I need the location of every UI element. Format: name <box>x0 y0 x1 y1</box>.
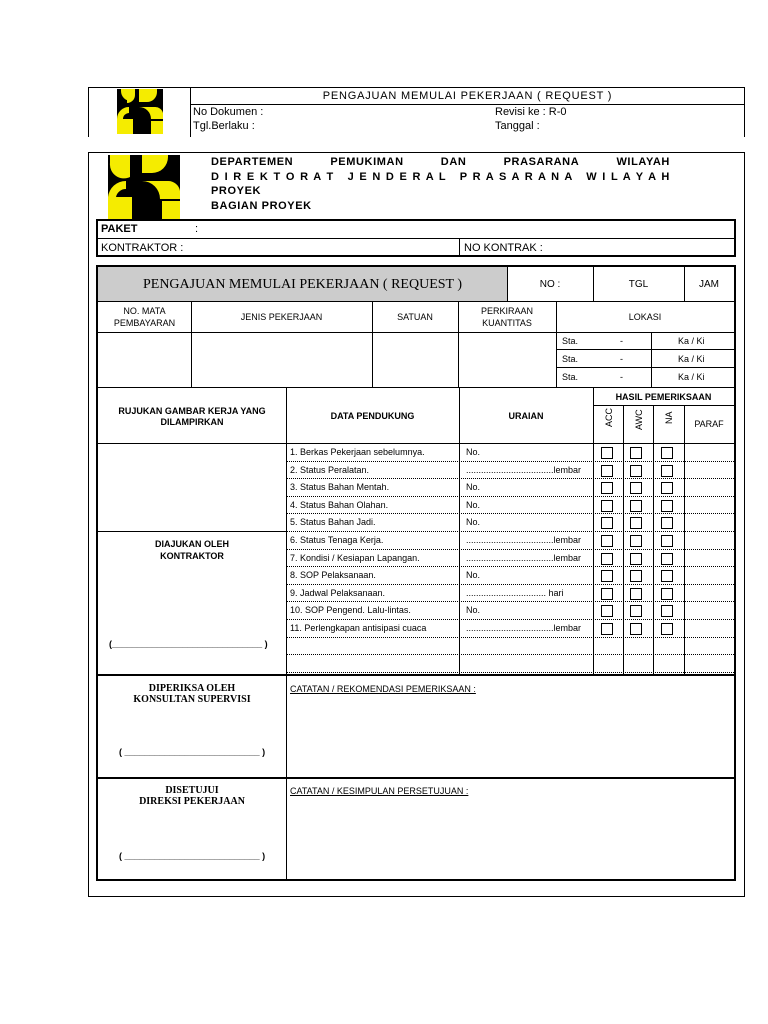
doc-header-title-underline <box>190 104 745 105</box>
sta-dash-2: - <box>620 354 623 364</box>
col-perkiraan-1: PERKIRAAN <box>480 306 533 316</box>
pu-logo-small <box>117 89 163 134</box>
tgl-label: TGL <box>628 279 649 290</box>
awc-checkbox[interactable] <box>630 623 642 635</box>
data-pendukung-header: DATA PENDUKUNG <box>330 411 415 421</box>
item-row-separator <box>286 654 734 655</box>
item-uraian: No. <box>466 447 481 457</box>
sta-dash-3: - <box>620 372 623 382</box>
item-label: 1. Berkas Pekerjaan sebelumnya. <box>290 447 425 457</box>
pekerjaan-header-bottom <box>98 332 734 333</box>
supervisi-bottom <box>98 777 734 779</box>
item-label: 5. Status Bahan Jadi. <box>290 517 376 527</box>
dp-section-bottom <box>98 674 734 676</box>
acc-checkbox[interactable] <box>601 605 613 617</box>
hasil-header-line <box>593 405 734 406</box>
na-header: NA <box>664 411 674 424</box>
sta-2: Sta. <box>562 354 579 364</box>
tanggal-label: Tanggal : <box>495 120 540 132</box>
rujukan-label-1: RUJUKAN GAMBAR KERJA YANG <box>118 406 266 416</box>
acc-checkbox[interactable] <box>601 517 613 529</box>
na-checkbox[interactable] <box>661 517 673 529</box>
awc-checkbox[interactable] <box>630 535 642 547</box>
acc-checkbox[interactable] <box>601 535 613 547</box>
awc-header: AWC <box>634 409 644 430</box>
jam-label: JAM <box>699 279 719 290</box>
col-satuan: SATUAN <box>397 312 433 322</box>
no-label: NO : <box>539 279 561 290</box>
item-uraian: No. <box>466 570 481 580</box>
sta-kaki-3: Ka / Ki <box>678 372 705 382</box>
item-uraian: No. <box>466 500 481 510</box>
info-divider <box>96 238 736 239</box>
awc-checkbox[interactable] <box>630 482 642 494</box>
col-no-mata-1: NO. MATA <box>123 306 166 316</box>
dp-col-acc <box>623 405 624 674</box>
pu-logo-large-art <box>108 155 180 219</box>
item-uraian: ................................ hari <box>466 588 564 598</box>
dp-col-awc <box>653 405 654 674</box>
item-row-separator <box>286 601 734 602</box>
awc-checkbox[interactable] <box>630 588 642 600</box>
na-checkbox[interactable] <box>661 623 673 635</box>
na-checkbox[interactable] <box>661 553 673 565</box>
org-line-4: BAGIAN PROYEK <box>211 200 312 212</box>
col-jenis-pekerjaan: JENIS PEKERJAAN <box>240 312 323 322</box>
col-perkiraan-2: KUANTITAS <box>482 318 532 328</box>
na-checkbox[interactable] <box>661 482 673 494</box>
org-word-departemen: DEPARTEMEN <box>211 156 294 168</box>
acc-checkbox[interactable] <box>601 465 613 477</box>
item-uraian: ...................................lembar <box>466 623 582 633</box>
acc-checkbox[interactable] <box>601 588 613 600</box>
awc-checkbox[interactable] <box>630 553 642 565</box>
revisi-label: Revisi ke : R-0 <box>495 106 567 118</box>
sta-dash-1: - <box>620 336 623 346</box>
diajukan-label-2: KONTRAKTOR <box>160 551 224 561</box>
org-line-1 <box>211 156 670 169</box>
sta-row-line-1 <box>556 349 734 350</box>
item-row-separator <box>286 496 734 497</box>
item-label: 10. SOP Pengend. Lalu-lintas. <box>290 605 411 615</box>
na-checkbox[interactable] <box>661 500 673 512</box>
sta-row-line-2 <box>556 367 734 368</box>
item-label: 4. Status Bahan Olahan. <box>290 500 389 510</box>
tgl-berlaku-label: Tgl.Berlaku : <box>193 120 255 132</box>
sign-supervisi: ( ___________________________ ) <box>119 747 266 757</box>
diajukan-label-1: DIAJUKAN OLEH <box>154 539 229 549</box>
item-uraian: No. <box>466 482 481 492</box>
item-uraian: ...................................lembar <box>466 535 582 545</box>
disetujui-label-2: DIREKSI PEKERJAAN <box>139 796 245 807</box>
title-row-bottom <box>98 301 734 302</box>
item-row-separator <box>286 566 734 567</box>
na-checkbox[interactable] <box>661 588 673 600</box>
acc-checkbox[interactable] <box>601 623 613 635</box>
na-checkbox[interactable] <box>661 570 673 582</box>
acc-checkbox[interactable] <box>601 482 613 494</box>
na-checkbox[interactable] <box>661 447 673 459</box>
item-label: 2. Status Peralatan. <box>290 465 370 475</box>
diperiksa-label-1: DIPERIKSA OLEH <box>148 683 236 694</box>
paket-colon: : <box>195 223 199 235</box>
item-uraian: ...................................lembar <box>466 553 582 563</box>
dp-header-bottom <box>98 443 734 444</box>
item-row-separator <box>286 461 734 462</box>
org-line-2: D I R E K T O R A T J E N D E R A L P R A S A R A N A W I L A Y A H <box>211 171 671 183</box>
awc-checkbox[interactable] <box>630 570 642 582</box>
sign-kontraktor: (______________________________ ) <box>109 639 268 649</box>
awc-checkbox[interactable] <box>630 517 642 529</box>
na-checkbox[interactable] <box>661 605 673 617</box>
acc-checkbox[interactable] <box>601 500 613 512</box>
hasil-pemeriksaan-header: HASIL PEMERIKSAAN <box>615 392 712 402</box>
no-dokumen-label: No Dokumen : <box>193 106 264 118</box>
rujukan-label-2: DILAMPIRKAN <box>160 417 224 427</box>
doc-header-title: PENGAJUAN MEMULAI PEKERJAAN ( REQUEST ) <box>322 90 613 102</box>
col-no-mata-2: PEMBAYARAN <box>113 318 176 328</box>
disetujui-label-1: DISETUJUI <box>165 785 219 796</box>
paket-label: PAKET <box>101 223 138 235</box>
acc-checkbox[interactable] <box>601 570 613 582</box>
item-label: 11. Perlengkapan antisipasi cuaca <box>290 623 427 633</box>
sta-1: Sta. <box>562 336 579 346</box>
diperiksa-label-2: KONSULTAN SUPERVISI <box>133 694 251 705</box>
org-line-3: PROYEK <box>211 185 262 197</box>
org-word-pemukiman: PEMUKIMAN <box>330 156 404 168</box>
item-row-separator <box>286 478 734 479</box>
item-row-separator <box>286 531 734 532</box>
awc-checkbox[interactable] <box>630 500 642 512</box>
sta-kaki-1: Ka / Ki <box>678 336 705 346</box>
rujukan-box-bottom <box>98 531 286 532</box>
catatan-rekomendasi: CATATAN / REKOMENDASI PEMERIKSAAN : <box>290 684 476 694</box>
item-uraian: No. <box>466 605 481 615</box>
pu-logo-large <box>108 155 180 219</box>
item-row-separator <box>286 619 734 620</box>
acc-checkbox[interactable] <box>601 553 613 565</box>
kontraktor-label: KONTRAKTOR : <box>101 242 184 254</box>
sta-kaki-2: Ka / Ki <box>678 354 705 364</box>
org-word-wilayah: WILAYAH <box>616 156 670 168</box>
item-row-separator <box>286 584 734 585</box>
sign-direksi: ( ___________________________ ) <box>119 851 266 861</box>
item-row-separator <box>286 672 734 673</box>
item-label: 8. SOP Pelaksanaan. <box>290 570 376 580</box>
item-label: 6. Status Tenaga Kerja. <box>290 535 384 545</box>
acc-header: ACC <box>604 407 614 427</box>
item-label: 7. Kondisi / Kesiapan Lapangan. <box>290 553 420 563</box>
na-checkbox[interactable] <box>661 535 673 547</box>
sta-3: Sta. <box>562 372 579 382</box>
paraf-header: PARAF <box>694 419 724 429</box>
item-label: 9. Jadwal Pelaksanaan. <box>290 588 386 598</box>
form-title: PENGAJUAN MEMULAI PEKERJAAN ( REQUEST ) <box>142 277 463 292</box>
org-word-prasarana: PRASARANA <box>503 156 580 168</box>
pekerjaan-bottom <box>98 387 734 388</box>
item-row-separator <box>286 637 734 638</box>
item-row-separator <box>286 549 734 550</box>
acc-checkbox[interactable] <box>601 447 613 459</box>
uraian-header: URAIAN <box>508 411 544 421</box>
item-uraian: No. <box>466 517 481 527</box>
item-uraian: ...................................lembar <box>466 465 582 475</box>
info-kontrak-divider <box>459 238 460 257</box>
pek-col-5 <box>651 332 652 387</box>
na-checkbox[interactable] <box>661 465 673 477</box>
no-kontrak-label: NO KONTRAK : <box>464 242 543 254</box>
awc-checkbox[interactable] <box>630 605 642 617</box>
dp-col-na <box>684 405 685 674</box>
col-lokasi: LOKASI <box>628 312 662 322</box>
awc-checkbox[interactable] <box>630 447 642 459</box>
item-label: 3. Status Bahan Mentah. <box>290 482 390 492</box>
org-word-dan: DAN <box>440 156 467 168</box>
catatan-kesimpulan: CATATAN / KESIMPULAN PERSETUJUAN : <box>290 786 469 796</box>
pu-logo-small-art <box>117 89 163 134</box>
item-row-separator <box>286 513 734 514</box>
awc-checkbox[interactable] <box>630 465 642 477</box>
